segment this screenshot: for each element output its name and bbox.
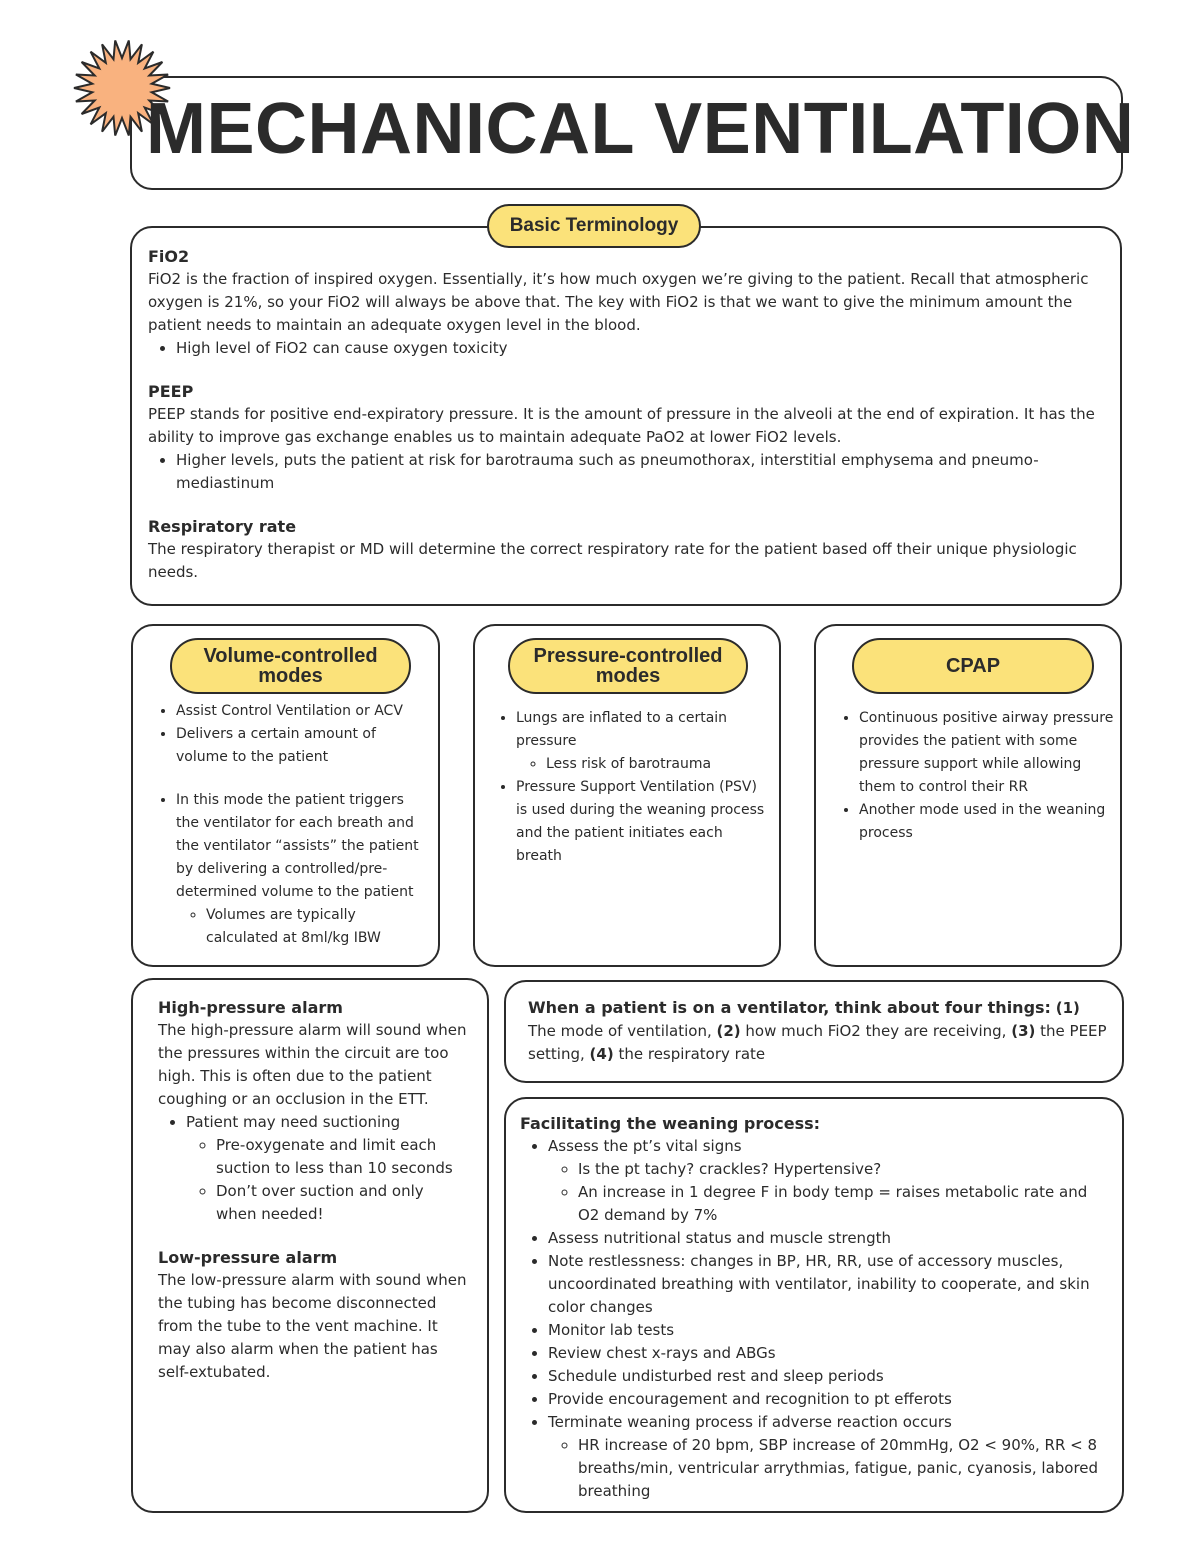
- weaning-heading: Facilitating the weaning process:: [520, 1114, 821, 1133]
- cpap-pill: CPAP: [852, 638, 1094, 694]
- alarms-content: [158, 996, 468, 1384]
- volume-bullet-1: • Assist Control Ventilation or ACV: [176, 700, 428, 723]
- weaning-bullet-3: • Note restlessness: changes in BP, HR, RR, use of accessory muscles, uncoordinated breathing with ventilator, inability to cooperate, and skin color changes: [548, 1250, 1105, 1319]
- peep-bullet: • Higher levels, puts the patient at risk for barotrauma such as pneumothorax, interstitial emphysema and pneumo-mediastinum: [176, 449, 1098, 495]
- cpap-bullet-2: • Another mode used in the weaning process: [859, 799, 1116, 845]
- number-4: (4): [589, 1045, 614, 1063]
- low-pressure-text: The low-pressure alarm with sound when the tubing has become disconnected from the tube to the vent machine. It may also alarm when the patient has self-extubated.: [158, 1271, 467, 1381]
- pressure-bullet-1: Lungs are inflated to a certain pressure: [516, 710, 728, 749]
- low-pressure-heading: Low-pressure alarm: [158, 1248, 338, 1267]
- fio2-bullet: • High level of FiO2 can cause oxygen toxicity: [176, 337, 1098, 360]
- number-2: (2): [716, 1022, 741, 1040]
- four-things-content: [528, 996, 1108, 1066]
- four-things-text-2: how much FiO2 they are receiving,: [740, 1022, 1012, 1040]
- high-pressure-sub-1: ◦ Pre-oxygenate and limit each suction to less than 10 seconds: [216, 1134, 468, 1180]
- volume-controlled-pill: Volume-controlled modes: [170, 638, 411, 694]
- weaning-sub-2: ◦ An increase in 1 degree F in body temp = raises metabolic rate and O2 demand by 7%: [578, 1181, 1105, 1227]
- weaning-bullet-6: • Schedule undisturbed rest and sleep periods: [548, 1365, 1105, 1388]
- high-pressure-text: The high-pressure alarm will sound when the pressures within the circuit are too high. This is often due to the patient coughing or an occlusion in the ETT.: [158, 1021, 467, 1108]
- weaning-bullet-2: • Assess nutritional status and muscle strength: [548, 1227, 1105, 1250]
- number-1: (1): [1055, 999, 1080, 1017]
- volume-sub-bullet: ◦ Volumes are typically calculated at 8ml/kg IBW: [206, 904, 428, 950]
- volume-bullet-2: • Delivers a certain amount of volume to the patient: [176, 723, 428, 769]
- rr-text: The respiratory therapist or MD will determine the correct respiratory rate for the patient based off their unique physiologic needs.: [148, 540, 1077, 581]
- fio2-text: FiO2 is the fraction of inspired oxygen. Essentially, it’s how much oxygen we’re giving to the patient. Recall that atmospheric oxygen is 21%, so your FiO2 will always be above that. The key with FiO2 is that we want to give the minimum amount the patient needs to maintain an adequate oxygen level in the blood.: [148, 270, 1089, 334]
- weaning-bullet-8: Terminate weaning process if adverse reaction occurs: [548, 1413, 952, 1431]
- rr-heading: Respiratory rate: [148, 517, 297, 536]
- weaning-sub-1: ◦ Is the pt tachy? crackles? Hypertensive?: [578, 1158, 1105, 1181]
- cpap-content: [831, 707, 1116, 845]
- high-pressure-sub-2: ◦ Don’t over suction and only when needed!: [216, 1180, 468, 1226]
- pressure-bullet-2: • Pressure Support Ventilation (PSV) is used during the weaning process and the patient initiates each breath: [516, 776, 770, 868]
- pressure-sub-bullet: ◦ Less risk of barotrauma: [546, 753, 770, 776]
- four-things-text-3: the PEEP setting,: [528, 1022, 1107, 1063]
- page-title: MECHANICAL VENTILATION: [146, 89, 1135, 169]
- weaning-bullet-1: Assess the pt’s vital signs: [548, 1137, 742, 1155]
- four-things-lead: When a patient is on a ventilator, think about four things:: [528, 998, 1051, 1017]
- pressure-controlled-content: [488, 707, 770, 868]
- four-things-text-4: the respiratory rate: [613, 1045, 766, 1063]
- weaning-bullet-5: • Review chest x-rays and ABGs: [548, 1342, 1105, 1365]
- basic-terminology-content: [148, 245, 1098, 584]
- four-things-text-1: The mode of ventilation,: [528, 1022, 717, 1040]
- weaning-bullet-4: • Monitor lab tests: [548, 1319, 1105, 1342]
- pressure-controlled-pill: Pressure-controlled modes: [508, 638, 748, 694]
- number-3: (3): [1011, 1022, 1036, 1040]
- high-pressure-bullet: Patient may need suctioning: [186, 1113, 401, 1131]
- weaning-content: [520, 1112, 1105, 1503]
- basic-terminology-pill: Basic Terminology: [487, 204, 701, 248]
- fio2-heading: FiO2: [148, 247, 190, 266]
- weaning-bullet-7: • Provide encouragement and recognition to pt efferots: [548, 1388, 1105, 1411]
- cpap-bullet-1: • Continuous positive airway pressure provides the patient with some pressure support while allowing them to control their RR: [859, 707, 1116, 799]
- peep-text: PEEP stands for positive end-expiratory pressure. It is the amount of pressure in the alveoli at the end of expiration. It has the ability to improve gas exchange enables us to maintain adequate PaO2 at lower FiO2 levels.: [148, 405, 1095, 446]
- volume-bullet-3: In this mode the patient triggers the ventilator for each breath and the ventilator “assists” the patient by delivering a controlled/pre-determined volume to the patient: [176, 792, 419, 900]
- volume-controlled-content: [148, 700, 428, 950]
- peep-heading: PEEP: [148, 382, 194, 401]
- weaning-sub-3: ◦ HR increase of 20 bpm, SBP increase of 20mmHg, O2 < 90%, RR < 8 breaths/min, ventricular arrythmias, fatigue, panic, cyanosis, labored breathing: [578, 1434, 1105, 1503]
- high-pressure-heading: High-pressure alarm: [158, 998, 343, 1017]
